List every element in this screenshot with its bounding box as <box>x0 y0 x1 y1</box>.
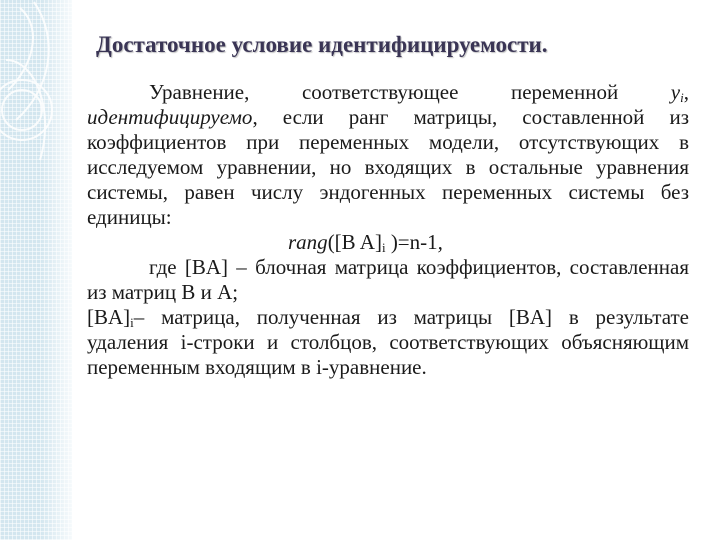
reduced-matrix-symbol: [BA] <box>87 305 131 329</box>
emphasis-identifiable: идентифицируемо <box>87 105 253 129</box>
formula-subscript: i <box>381 240 386 255</box>
decorative-swirl <box>0 0 90 200</box>
condition-text-rest: , если ранг матрицы, составленной из коэффициентов при переменных модели, отсутствующих в исследуемом уравнении, но входящих в остальные уравнения системы, равен числу эндогенных переменных системы без единицы: <box>87 105 689 229</box>
slide-title: Достаточное условие идентифицируемости. <box>96 32 548 57</box>
condition-text-start: Уравнение, соответствующее переменной <box>149 80 671 104</box>
variable-y-subscript: i <box>680 90 684 105</box>
rank-formula <box>87 230 689 255</box>
formula-rang: rang <box>288 230 328 254</box>
variable-y <box>671 80 684 104</box>
formula-comma: , <box>437 230 443 254</box>
condition-comma: , <box>683 80 689 104</box>
reduced-matrix-definition <box>87 305 689 380</box>
reduced-matrix-text: – матрица, полученная из матрицы [BA] в результате удаления i-строки и столбцов, соответствующих объясняющим переменным входящим в i-уравнение. <box>87 305 689 379</box>
reduced-matrix-subscript: i <box>130 315 134 330</box>
formula-result: )=n-1 <box>385 230 438 254</box>
block-matrix-definition: где [BA] – блочная матрица коэффициентов, составленная из матриц B и A; <box>87 255 689 304</box>
condition-paragraph <box>87 80 689 230</box>
variable-y-letter: y <box>670 80 681 104</box>
slide-body <box>87 80 689 380</box>
formula-argument: ([B A] <box>327 230 382 254</box>
